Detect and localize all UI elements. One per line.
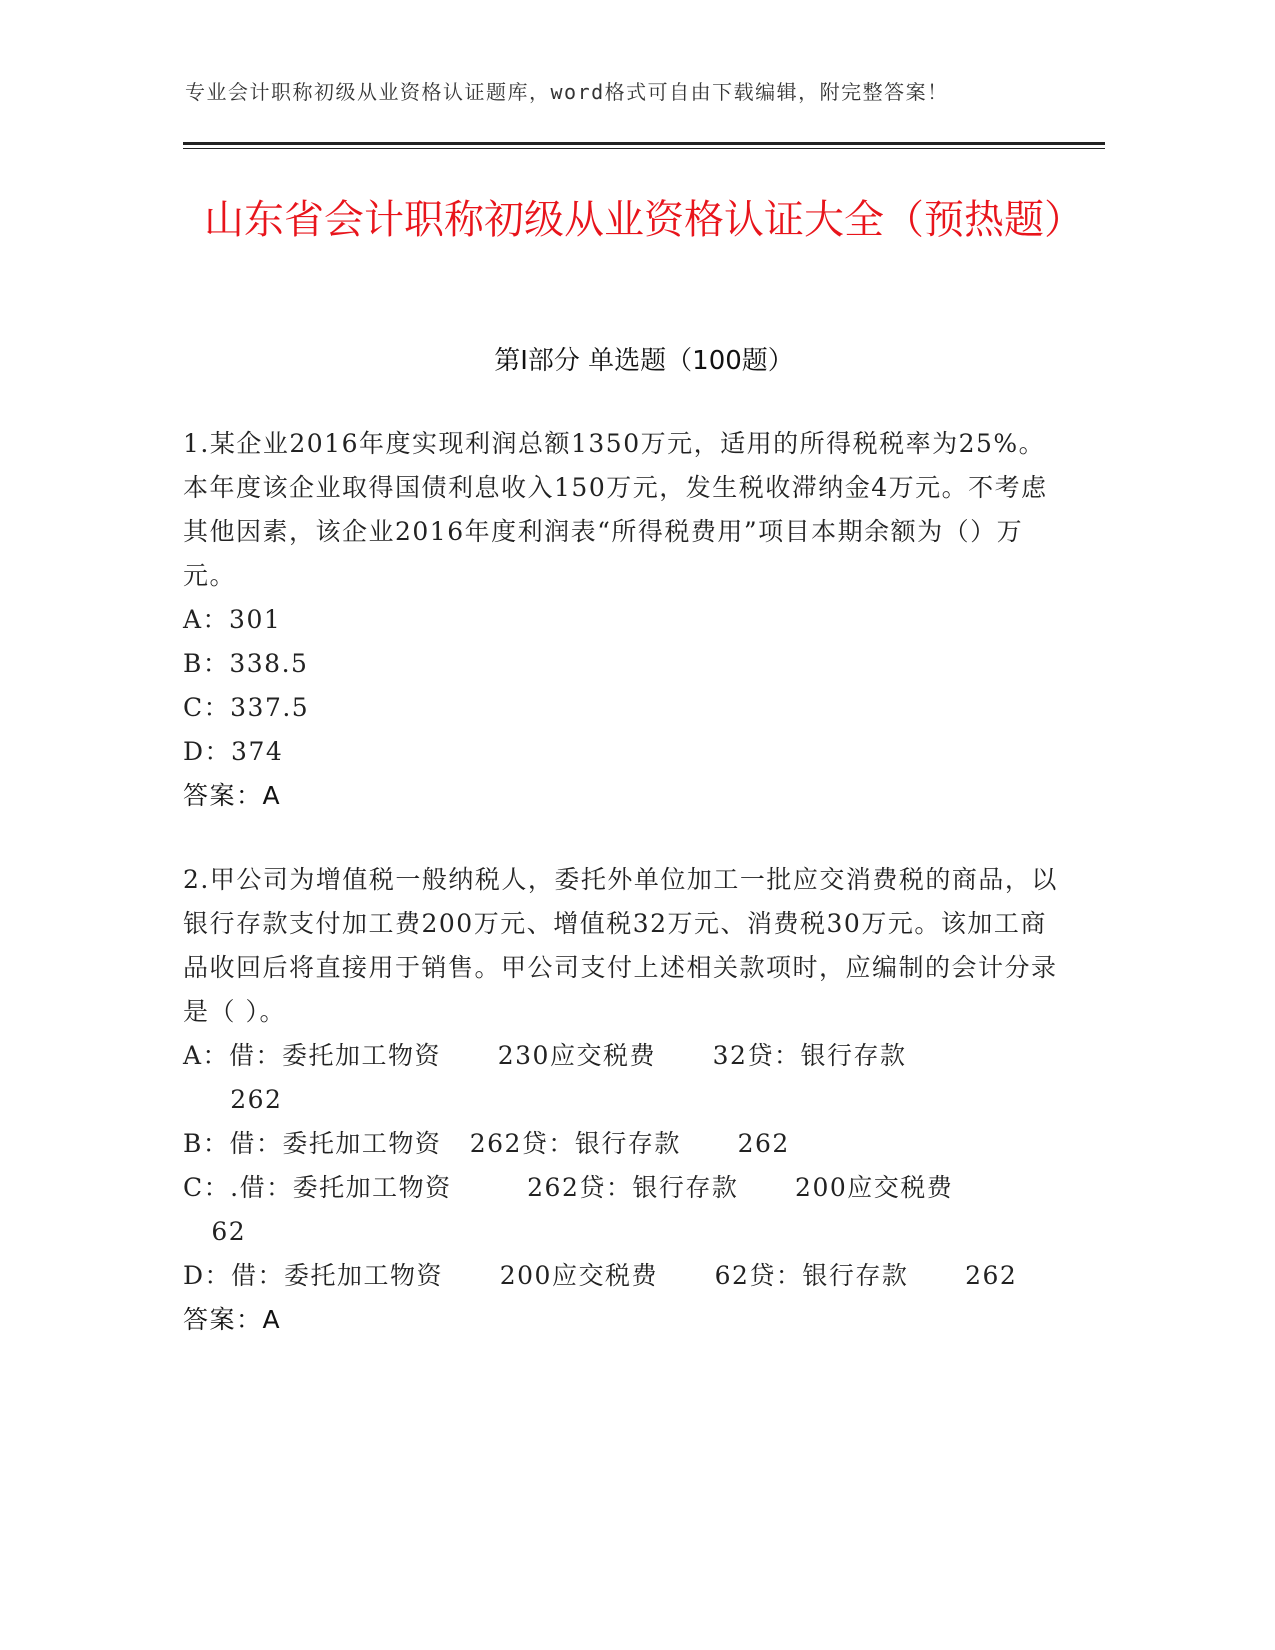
option-d: D：374 <box>183 737 284 766</box>
section-heading: 第Ⅰ部分 单选题（100题） <box>494 346 794 376</box>
header-rule-thin <box>183 148 1105 149</box>
option-b: B：338.5 <box>183 649 309 678</box>
answer: 答案：A <box>183 1305 282 1334</box>
option-a: A：301 <box>183 605 282 634</box>
header-note: 专业会计职称初级从业资格认证题库，word格式可自由下载编辑，附完整答案！ <box>185 80 949 104</box>
option-a: A：借：委托加工物资 230应交税费 32贷：银行存款 262 <box>183 1041 907 1114</box>
document-title: 山东省会计职称初级从业资格认证大全（预热题） <box>204 197 1084 243</box>
option-c: C：337.5 <box>183 693 310 722</box>
question-2 <box>183 858 1063 1342</box>
answer: 答案：A <box>183 781 282 810</box>
header-rule-thick <box>183 142 1105 145</box>
question-text: 2.甲公司为增值税一般纳税人，委托外单位加工一批应交消费税的商品，以银行存款支付加工费200万元、增值税32万元、消费税30万元。该加工商品收回后将直接用于销售。甲公司支付上述相关款项时，应编制的会计分录是（ ）。 <box>183 865 1058 1026</box>
option-b: B：借：委托加工物资 262贷：银行存款 262 <box>183 1129 790 1158</box>
option-c: C：.借：委托加工物资 262贷：银行存款 200应交税费 62 <box>183 1173 954 1246</box>
question-1 <box>183 422 1063 818</box>
option-d: D：借：委托加工物资 200应交税费 62贷：银行存款 262 <box>183 1261 1018 1290</box>
question-text: 1.某企业2016年度实现利润总额1350万元，适用的所得税税率为25%。本年度该企业取得国债利息收入150万元，发生税收滞纳金4万元。不考虑其他因素，该企业2016年度利润表“所得税费用”项目本期余额为（）万元。 <box>183 429 1048 590</box>
